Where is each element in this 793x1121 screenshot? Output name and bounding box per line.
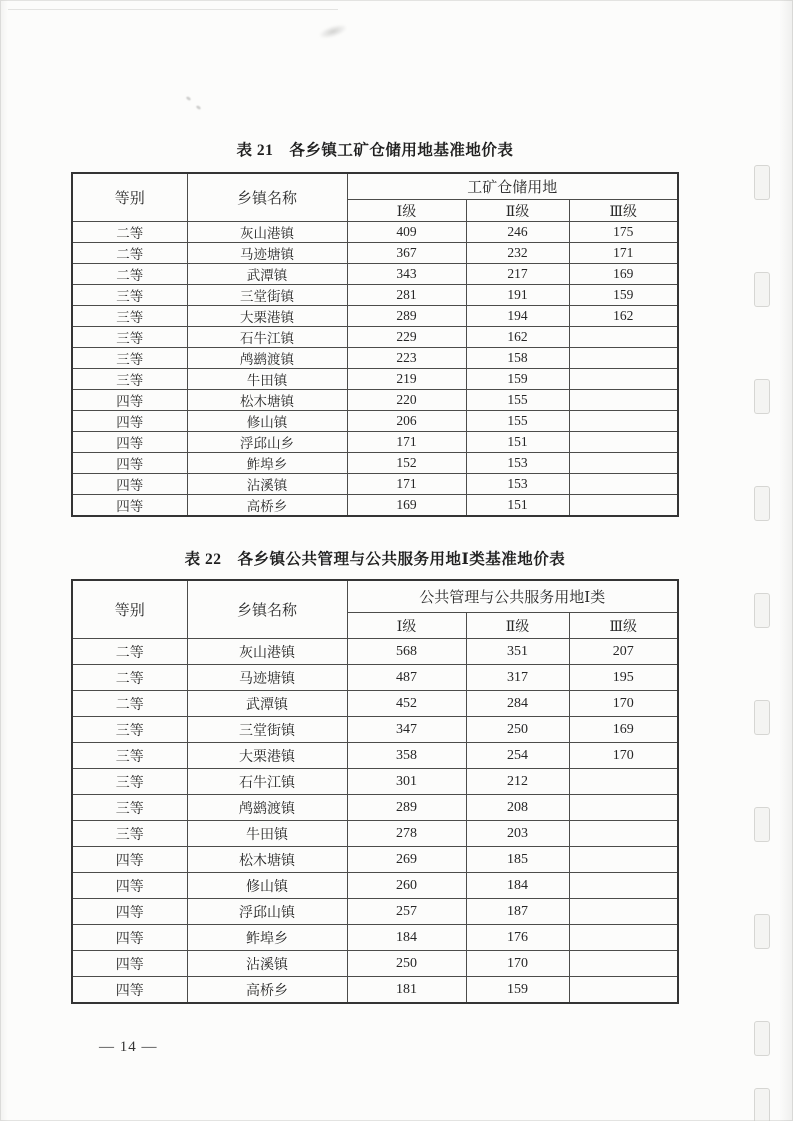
bleed-through-artifact [754, 486, 770, 521]
bleed-through-artifact [754, 1021, 770, 1056]
township-cell: 灰山港镇 [187, 222, 347, 243]
level3-cell [569, 795, 678, 821]
grade-cell: 二等 [72, 243, 187, 264]
level1-cell: 487 [347, 665, 466, 691]
scan-smudge-artifact [317, 22, 349, 42]
grade-cell: 四等 [72, 453, 187, 474]
level1-cell: 171 [347, 474, 466, 495]
level3-cell [569, 899, 678, 925]
level3-cell [569, 873, 678, 899]
level3-cell [569, 977, 678, 1004]
level1-cell: 568 [347, 639, 466, 665]
township-cell: 修山镇 [187, 873, 347, 899]
grade-cell: 四等 [72, 390, 187, 411]
level3-cell: 171 [569, 243, 678, 264]
bleed-through-artifact [754, 1088, 770, 1121]
level3-cell [569, 453, 678, 474]
township-cell: 沾溪镇 [187, 474, 347, 495]
township-cell: 修山镇 [187, 411, 347, 432]
level2-cell: 155 [466, 390, 569, 411]
grade-cell: 三等 [72, 327, 187, 348]
grade-cell: 四等 [72, 432, 187, 453]
table-row [72, 847, 678, 873]
township-cell: 灰山港镇 [187, 639, 347, 665]
table-row [72, 369, 678, 390]
table22-header-level2: Ⅱ级 [466, 613, 569, 639]
level2-cell: 212 [466, 769, 569, 795]
level3-cell: 170 [569, 743, 678, 769]
level2-cell: 158 [466, 348, 569, 369]
level1-cell: 269 [347, 847, 466, 873]
level3-cell: 169 [569, 717, 678, 743]
level3-cell [569, 369, 678, 390]
level3-cell [569, 390, 678, 411]
grade-cell: 四等 [72, 977, 187, 1004]
level2-cell: 185 [466, 847, 569, 873]
table22-header-township: 乡镇名称 [187, 580, 347, 639]
level3-cell: 170 [569, 691, 678, 717]
scan-edge-artifact [8, 9, 338, 10]
table21-body [72, 222, 678, 517]
level1-cell: 409 [347, 222, 466, 243]
township-cell: 大栗港镇 [187, 306, 347, 327]
grade-cell: 四等 [72, 951, 187, 977]
grade-cell: 四等 [72, 495, 187, 517]
township-cell: 浮邱山镇 [187, 899, 347, 925]
level1-cell: 220 [347, 390, 466, 411]
table22-header-grade: 等别 [72, 580, 187, 639]
level2-cell: 217 [466, 264, 569, 285]
grade-cell: 四等 [72, 873, 187, 899]
level1-cell: 343 [347, 264, 466, 285]
level3-cell [569, 821, 678, 847]
township-cell: 松木塘镇 [187, 390, 347, 411]
level2-cell: 170 [466, 951, 569, 977]
level2-cell: 151 [466, 432, 569, 453]
bleed-through-artifact [754, 593, 770, 628]
grade-cell: 三等 [72, 306, 187, 327]
table21-header-level2: Ⅱ级 [466, 200, 569, 222]
grade-cell: 三等 [72, 769, 187, 795]
level2-cell: 191 [466, 285, 569, 306]
table-row [72, 899, 678, 925]
level2-cell: 351 [466, 639, 569, 665]
township-cell: 高桥乡 [187, 495, 347, 517]
table22-title: 表 22 各乡镇公共管理与公共服务用地Ⅰ类基准地价表 [184, 551, 566, 568]
level1-cell: 229 [347, 327, 466, 348]
level2-cell: 232 [466, 243, 569, 264]
level2-cell: 284 [466, 691, 569, 717]
township-cell: 三堂街镇 [187, 717, 347, 743]
level3-cell [569, 847, 678, 873]
township-cell: 鸬鹚渡镇 [187, 348, 347, 369]
table-row [72, 222, 678, 243]
level1-cell: 206 [347, 411, 466, 432]
level2-cell: 184 [466, 873, 569, 899]
table21-industrial-warehouse-land-price [71, 172, 679, 517]
table-row [72, 639, 678, 665]
table-row [72, 925, 678, 951]
level2-cell: 159 [466, 977, 569, 1004]
level2-cell: 155 [466, 411, 569, 432]
level1-cell: 257 [347, 899, 466, 925]
grade-cell: 三等 [72, 743, 187, 769]
table21-header-township: 乡镇名称 [187, 173, 347, 222]
level2-cell: 151 [466, 495, 569, 517]
level3-cell: 195 [569, 665, 678, 691]
bleed-through-artifact [754, 165, 770, 200]
table21-header-level1: Ⅰ级 [347, 200, 466, 222]
township-cell: 鲊埠乡 [187, 925, 347, 951]
table-row [72, 821, 678, 847]
level1-cell: 281 [347, 285, 466, 306]
level1-cell: 152 [347, 453, 466, 474]
level1-cell: 278 [347, 821, 466, 847]
township-cell: 牛田镇 [187, 821, 347, 847]
grade-cell: 三等 [72, 795, 187, 821]
grade-cell: 四等 [72, 411, 187, 432]
table21-header-level3: Ⅲ级 [569, 200, 678, 222]
grade-cell: 四等 [72, 474, 187, 495]
township-cell: 马迹塘镇 [187, 243, 347, 264]
township-cell: 马迹塘镇 [187, 665, 347, 691]
table-row [72, 348, 678, 369]
township-cell: 武潭镇 [187, 691, 347, 717]
township-cell: 大栗港镇 [187, 743, 347, 769]
level1-cell: 347 [347, 717, 466, 743]
table-row [72, 495, 678, 517]
level1-cell: 184 [347, 925, 466, 951]
table-row [72, 474, 678, 495]
level1-cell: 219 [347, 369, 466, 390]
table-row [72, 951, 678, 977]
table-row [72, 665, 678, 691]
table-row [72, 243, 678, 264]
level3-cell: 169 [569, 264, 678, 285]
bleed-through-artifact [754, 379, 770, 414]
level3-cell: 175 [569, 222, 678, 243]
level1-cell: 171 [347, 432, 466, 453]
scan-speck-artifact [186, 96, 192, 101]
table-row [72, 769, 678, 795]
level3-cell [569, 951, 678, 977]
township-cell: 牛田镇 [187, 369, 347, 390]
table-row [72, 977, 678, 1004]
level2-cell: 159 [466, 369, 569, 390]
table21-header-land-group: 工矿仓储用地 [347, 173, 678, 200]
grade-cell: 三等 [72, 348, 187, 369]
level3-cell [569, 348, 678, 369]
level2-cell: 254 [466, 743, 569, 769]
grade-cell: 二等 [72, 222, 187, 243]
grade-cell: 二等 [72, 639, 187, 665]
township-cell: 鲊埠乡 [187, 453, 347, 474]
level1-cell: 301 [347, 769, 466, 795]
grade-cell: 三等 [72, 285, 187, 306]
level3-cell [569, 769, 678, 795]
grade-cell: 三等 [72, 717, 187, 743]
level1-cell: 452 [347, 691, 466, 717]
level2-cell: 194 [466, 306, 569, 327]
table21-header-grade: 等别 [72, 173, 187, 222]
level1-cell: 223 [347, 348, 466, 369]
township-cell: 石牛江镇 [187, 769, 347, 795]
township-cell: 浮邱山乡 [187, 432, 347, 453]
level2-cell: 187 [466, 899, 569, 925]
table-row [72, 795, 678, 821]
table21-title: 表 21 各乡镇工矿仓储用地基准地价表 [236, 142, 514, 159]
table-row [72, 306, 678, 327]
level2-cell: 208 [466, 795, 569, 821]
table-row [72, 743, 678, 769]
township-cell: 沾溪镇 [187, 951, 347, 977]
level3-cell [569, 411, 678, 432]
grade-cell: 二等 [72, 264, 187, 285]
level1-cell: 367 [347, 243, 466, 264]
level2-cell: 250 [466, 717, 569, 743]
level2-cell: 153 [466, 474, 569, 495]
table-row [72, 717, 678, 743]
township-cell: 石牛江镇 [187, 327, 347, 348]
level1-cell: 169 [347, 495, 466, 517]
level3-cell [569, 327, 678, 348]
table-row [72, 453, 678, 474]
table-row [72, 873, 678, 899]
level3-cell [569, 495, 678, 517]
table22-public-service-land-price [71, 579, 679, 1004]
table-row [72, 327, 678, 348]
grade-cell: 四等 [72, 899, 187, 925]
table22-header-land-group: 公共管理与公共服务用地Ⅰ类 [347, 580, 678, 613]
bleed-through-artifact [754, 807, 770, 842]
level3-cell [569, 474, 678, 495]
level3-cell: 159 [569, 285, 678, 306]
table22-header-level1: Ⅰ级 [347, 613, 466, 639]
table-row [72, 691, 678, 717]
township-cell: 三堂街镇 [187, 285, 347, 306]
level1-cell: 181 [347, 977, 466, 1004]
level1-cell: 289 [347, 795, 466, 821]
township-cell: 武潭镇 [187, 264, 347, 285]
scan-speck-artifact [196, 105, 202, 110]
grade-cell: 二等 [72, 691, 187, 717]
grade-cell: 三等 [72, 821, 187, 847]
level1-cell: 250 [347, 951, 466, 977]
table-row [72, 390, 678, 411]
level2-cell: 176 [466, 925, 569, 951]
level1-cell: 260 [347, 873, 466, 899]
table-row [72, 264, 678, 285]
grade-cell: 四等 [72, 925, 187, 951]
bleed-through-artifact [754, 914, 770, 949]
grade-cell: 二等 [72, 665, 187, 691]
township-cell: 鸬鹚渡镇 [187, 795, 347, 821]
bleed-through-artifact [754, 272, 770, 307]
table-row [72, 432, 678, 453]
table22-header-level3: Ⅲ级 [569, 613, 678, 639]
level1-cell: 289 [347, 306, 466, 327]
township-cell: 高桥乡 [187, 977, 347, 1004]
level3-cell [569, 925, 678, 951]
grade-cell: 三等 [72, 369, 187, 390]
page-number: — 14 — [99, 1039, 158, 1055]
level3-cell: 207 [569, 639, 678, 665]
bleed-through-artifact [754, 700, 770, 735]
level1-cell: 358 [347, 743, 466, 769]
level3-cell [569, 432, 678, 453]
level3-cell: 162 [569, 306, 678, 327]
level2-cell: 153 [466, 453, 569, 474]
township-cell: 松木塘镇 [187, 847, 347, 873]
table-row [72, 285, 678, 306]
level2-cell: 317 [466, 665, 569, 691]
table22-body [72, 639, 678, 1004]
level2-cell: 203 [466, 821, 569, 847]
grade-cell: 四等 [72, 847, 187, 873]
level2-cell: 162 [466, 327, 569, 348]
level2-cell: 246 [466, 222, 569, 243]
table-row [72, 411, 678, 432]
